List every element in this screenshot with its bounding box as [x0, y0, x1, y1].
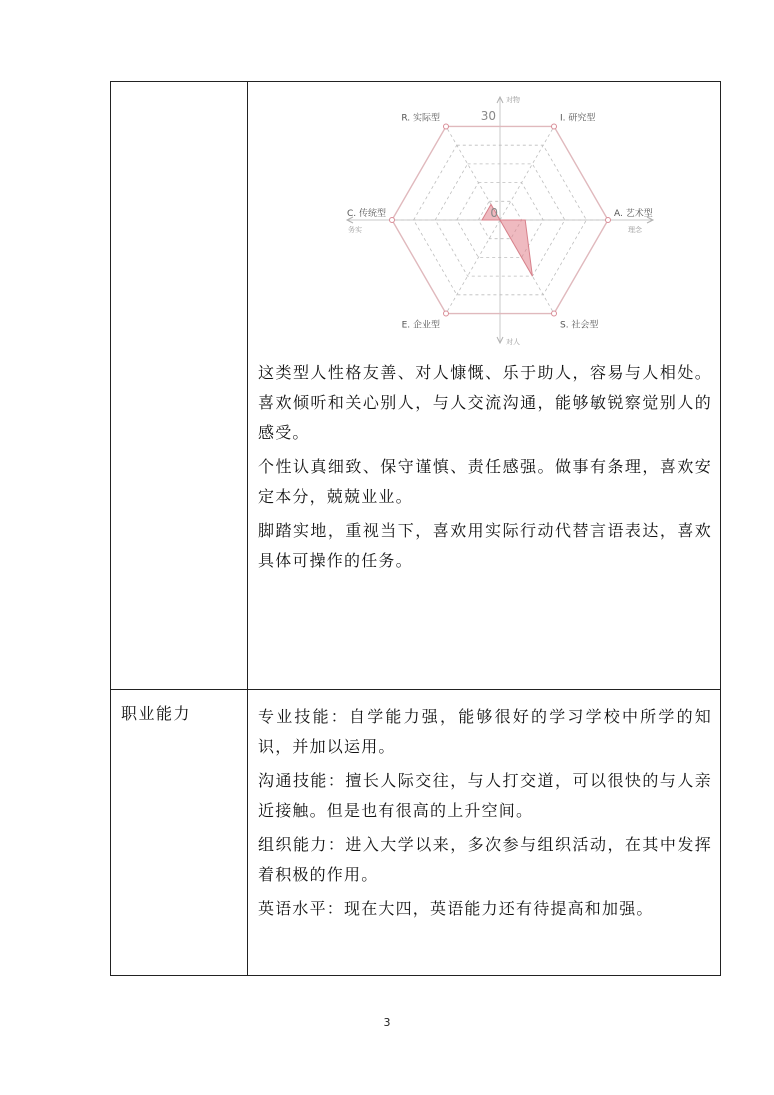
radar-spoke: [500, 126, 554, 220]
row-label-cell: [111, 82, 248, 690]
tick-label: 0: [490, 206, 498, 220]
radar-chart-svg: [250, 94, 720, 352]
holland-radar-chart: [248, 82, 720, 358]
tick-label: 30: [480, 109, 496, 123]
vertex-dot: [606, 218, 611, 223]
radar-spoke: [446, 220, 500, 314]
vertex-dot: [444, 124, 449, 129]
vertex-dot: [444, 311, 449, 316]
axis-label: R. 实际型: [401, 113, 440, 124]
row-label-cell: [111, 690, 248, 976]
paragraph: 专业技能：自学能力强，能够很好的学习学校中所学的知识，并加以运用。: [258, 707, 712, 756]
vertex-dot: [390, 218, 395, 223]
table-row: [111, 82, 721, 690]
vertex-dot: [552, 311, 557, 316]
direction-label-bottom: 对人: [506, 338, 520, 346]
axis-label: A. 艺术型: [614, 209, 653, 219]
direction-label-right: 理念: [628, 226, 642, 234]
axis-label: C. 传统型: [346, 209, 386, 219]
paragraph: 脚踏实地，重视当下，喜欢用实际行动代替言语表达，喜欢具体可操作的任务。: [258, 521, 712, 570]
axis-label: I. 研究型: [560, 113, 596, 124]
career-ability-content: [248, 690, 720, 924]
direction-label-left: 务实: [348, 226, 362, 234]
table-row: [111, 690, 721, 976]
paragraph: 个性认真细致、保守谨慎、责任感强。做事有条理，喜欢安定本分，兢兢业业。: [258, 457, 712, 506]
paragraph: 英语水平：现在大四，英语能力还有待提高和加强。: [258, 899, 654, 918]
row-content-cell: [248, 82, 721, 690]
page-number: 3: [383, 1016, 391, 1029]
row-content-cell: [248, 690, 721, 976]
vertex-dot: [552, 124, 557, 129]
paragraph: 沟通技能：擅长人际交往，与人打交道，可以很快的与人亲近接触。但是也有很高的上升空间。: [258, 771, 712, 820]
paragraph: 组织能力：进入大学以来，多次参与组织活动，在其中发挥着积极的作用。: [258, 835, 712, 884]
axis-label: S. 社会型: [560, 320, 599, 331]
axis-label: E. 企业型: [401, 320, 440, 331]
profile-table: [110, 81, 721, 976]
row-label: [111, 82, 247, 94]
paragraph: 这类型人性格友善、对人慷慨、乐于助人，容易与人相处。喜欢倾听和关心别人，与人交流沟通，能够敏锐察觉别人的感受。: [258, 363, 712, 442]
direction-label-top: 对物: [506, 96, 520, 104]
row-label-career-ability: 职业能力: [121, 704, 192, 723]
